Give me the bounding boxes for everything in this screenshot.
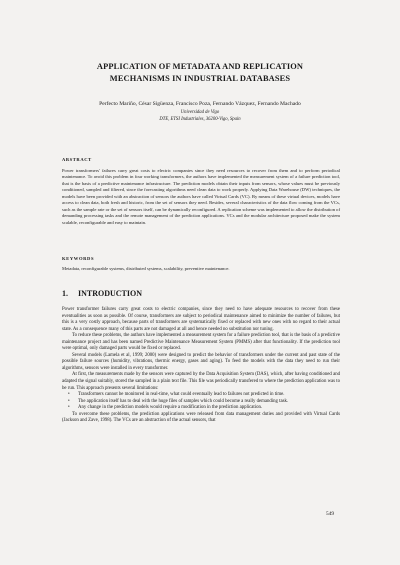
keywords-text: Metadata, reconfigurable systems, distributed systems, scalability, preventive maintenance. — [62, 266, 230, 271]
section-heading — [62, 289, 142, 298]
bullet-icon: • — [68, 405, 70, 411]
keywords-heading: KEYWORDS — [62, 256, 95, 261]
paragraph-1: Power transformer failures carry great costs to electric companies, since they need to have adequate resources to recover from these eventualities as soon as possible. Of course, transformers are subject to periodical maintenance aimed to minimize the number of failures, but this is a very costly approach, because parts of transformers are systematically fixed or replaced with new ones with no regard to their actual state. As a consequence many of this parts are not damaged at all and hence needed no substitution nor tuning. — [62, 307, 340, 332]
bullet-item — [62, 405, 340, 412]
section-number: 1. — [62, 289, 68, 298]
title-line-2: MECHANISMS IN INDUSTRIAL DATABASES — [109, 74, 291, 83]
page-number: 549 — [326, 511, 335, 517]
section-title: INTRODUCTION — [78, 289, 143, 298]
title-line-1: APPLICATION OF METADATA AND REPLICATION — [96, 62, 304, 71]
affiliation-address: DTE, ETSI Industriales, 36200-Vigo, Spain — [159, 116, 241, 122]
bullet-text: Transformers cannot be monitored in real-time, what could eventually lead to failures not predicted in time. — [78, 392, 285, 398]
abstract-text: Power transformers' failures carry great costs to electric companies since they need resources to recover from them and to perform periodical maintenance. To avoid this problem in four working transformers, the authors have implemented the measurement system of a failure prediction tool, that is the basis of a predictive maintenance infrastructure. The prediction models obtain their inputs from sensors, whose values must be previously conditioned, sampled and filtered, since the forecasting algorithms need clean data to work properly. Applying Data Warehouse (DW) techniques, the models have been provided with an abstraction of sensors the authors have called Virtual Cards (VC). By means of these virtual devices, models have access to clean data, both fresh and historic, from the set of sensors they need. Besides, several characteristics of the data flow coming from the VCs, such as the sample rate or the set of sensors itself, can be dynamically reconfigured. A replication scheme was implemented to allow the distribution of demanding processing tasks and the remote management of the prediction applications. VCs and the modular architecture proposed make the system scalable, reconfigurable and easy to maintain. — [62, 168, 340, 225]
paper-title — [40, 61, 360, 85]
bullet-text: The application itself has to deal with the huge files of samples which could become a really demanding task. — [78, 398, 289, 404]
bullet-text: Any change in the prediction models would require a modification in the prediction application. — [78, 405, 263, 411]
bullet-icon: • — [68, 392, 70, 398]
paragraph-3: Several models (Lamela et al, 1999; 2000) were designed to predict the behavior of transformers under the current and past state of the possible failure sources (humidity, vibrations, thermic energy, gases and aging). To feed the models with the data they need to run their algorithms, sensors were installed in every transformer. — [62, 352, 340, 371]
affiliation — [40, 110, 360, 123]
paragraph-4: At first, the measurements made by the sensors were captured by the Data Acquisition System (DAS), which, after having conditioned and adapted the signal suitably, stored the sampled in a plain text file. This file was periodically transfered to where the prediction application was to be run. This approach presents several limitations: — [62, 372, 340, 391]
section-body — [62, 307, 340, 425]
paragraph-5: To overcome these problems, the prediction applications were released from data management duties and provided with Virtual Cards (Jackson and Zave, 1998). The VCs are an abstraction of the actual sensors, that — [62, 411, 340, 424]
author-list: Perfecto Mariño, César Sigüenza, Francisco Poza, Fernando Vázquez, Fernando Machado — [99, 101, 301, 107]
abstract-heading: ABSTRACT — [62, 157, 92, 162]
paragraph-2: To reduce these problems, the authors have implemented a measurement system for a failure prediction tool, that is the basis of a predictive maintenance project and has been named Predictive Maintenance Measurement System (PMMS) after that functionality. If the prediction tool were optimal, only damaged parts would be fixed or replaced. — [62, 333, 340, 352]
affiliation-university: Universidad de Vigo — [180, 110, 220, 115]
bullet-icon: • — [68, 398, 70, 404]
